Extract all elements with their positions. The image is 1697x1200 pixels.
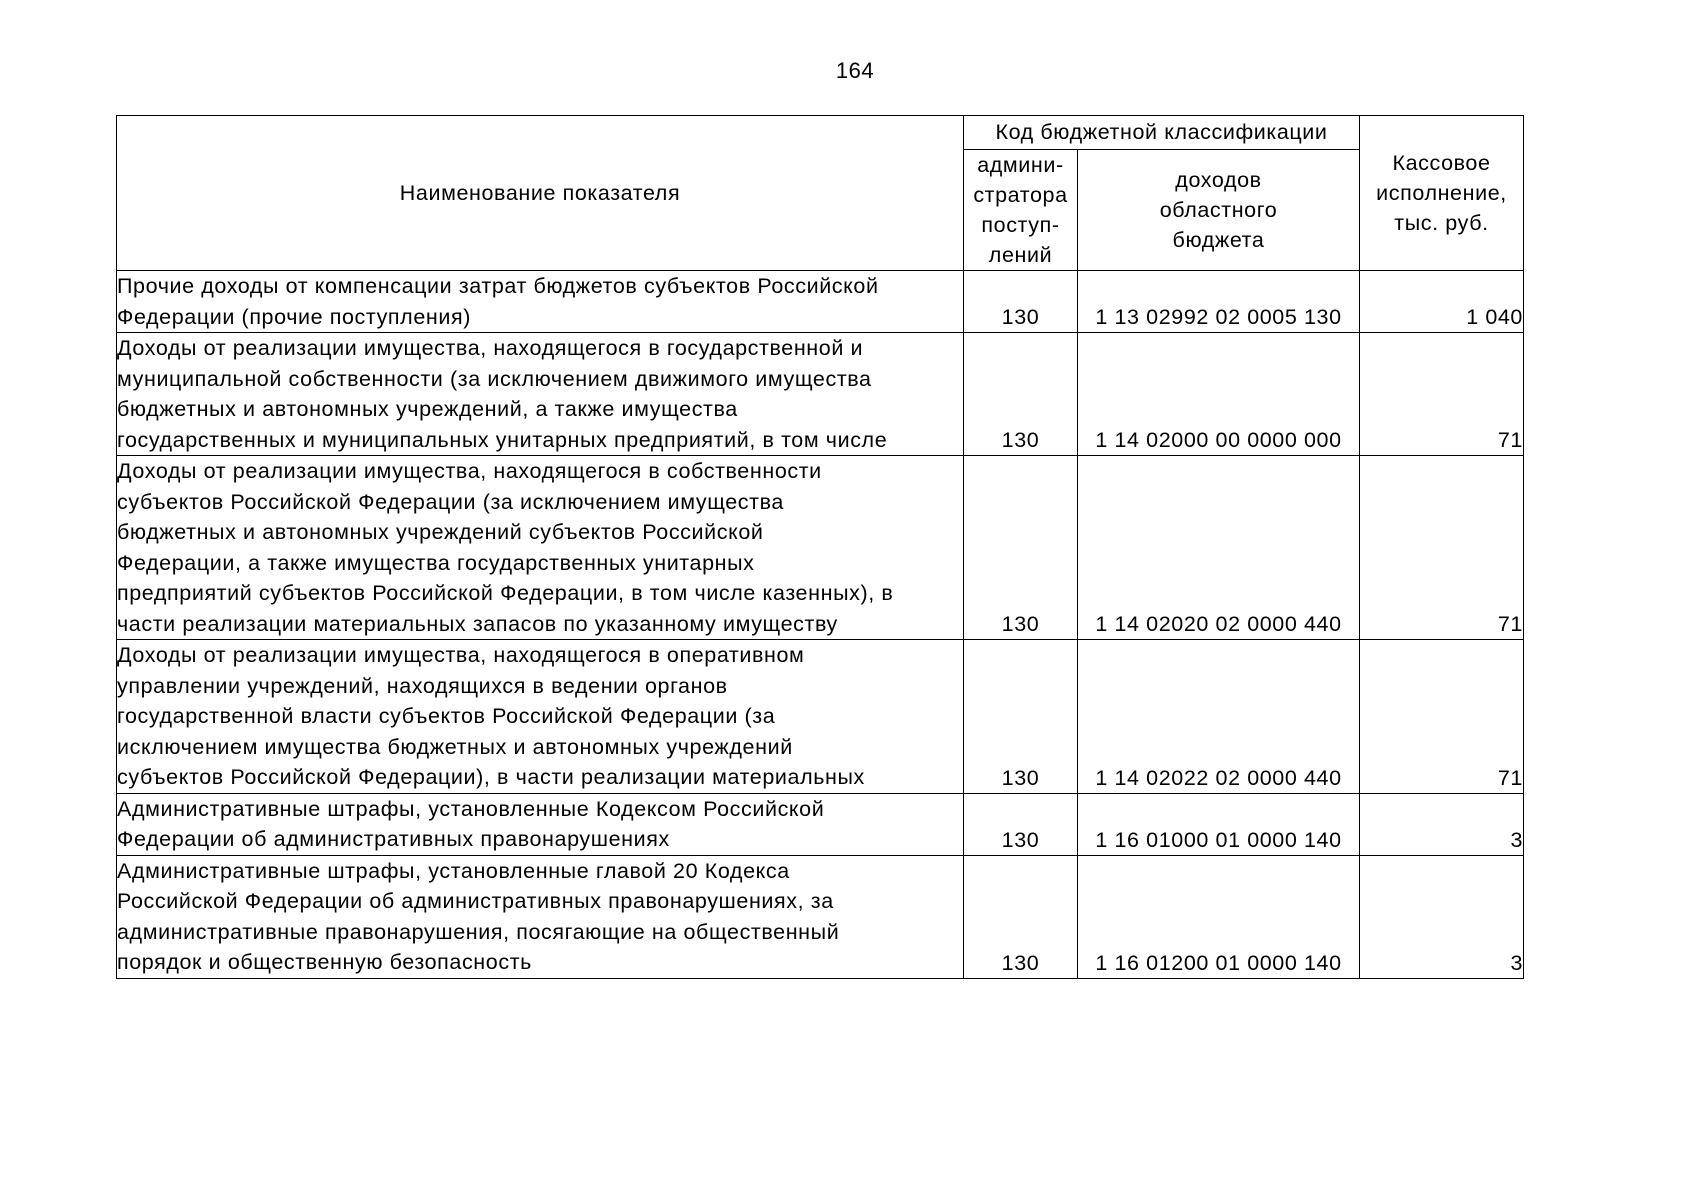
header-name: Наименование показателя (117, 116, 964, 271)
row-name: Доходы от реализации имущества, находящегося в собственности субъектов Российской Федерации (за исключением имущества бюджетных и автономных учреждений субъектов Российской Федерации, а также имущества государственных унитарных предприятий субъектов Российской Федерации, в том числе казенных), в части реализации материальных запасов по указанному имуществу (117, 456, 964, 640)
header-administrator: админи- стратора поступ- лений (964, 150, 1078, 271)
row-amount: 3 (1360, 793, 1524, 855)
row-administrator: 130 (964, 333, 1078, 456)
row-amount: 71 (1360, 333, 1524, 456)
row-administrator: 130 (964, 271, 1078, 333)
row-code: 1 14 02000 00 0000 000 (1078, 333, 1360, 456)
row-name: Прочие доходы от компенсации затрат бюджетов субъектов Российской Федерации (прочие поступления) (117, 271, 964, 333)
header-revenue-code: доходов областного бюджета (1078, 150, 1360, 271)
row-name: Административные штрафы, установленные Кодексом Российской Федерации об административных правонарушениях (117, 793, 964, 855)
page-number: 164 (835, 58, 875, 83)
row-name: Доходы от реализации имущества, находящегося в оперативном управлении учреждений, находящихся в ведении органов государственной власти субъектов Российской Федерации (за исключением имущества бюджетных и автономных учреждений субъектов Российской Федерации), в части реализации материальных (117, 640, 964, 794)
row-code: 1 13 02992 02 0005 130 (1078, 271, 1360, 333)
row-code: 1 16 01200 01 0000 140 (1078, 855, 1360, 978)
table-row (117, 855, 1524, 978)
row-administrator: 130 (964, 640, 1078, 794)
table-row (117, 456, 1524, 640)
row-code: 1 16 01000 01 0000 140 (1078, 793, 1360, 855)
header-code-group: Код бюджетной классификации (964, 116, 1360, 150)
header-execution: Кассовое исполнение, тыс. руб. (1360, 116, 1524, 271)
row-administrator: 130 (964, 793, 1078, 855)
row-name: Административные штрафы, установленные главой 20 Кодекса Российской Федерации об административных правонарушениях, за административные правонарушения, посягающие на общественный порядок и общественную безопасность (117, 855, 964, 978)
table-row (117, 333, 1524, 456)
row-amount: 1 040 (1360, 271, 1524, 333)
row-amount: 71 (1360, 456, 1524, 640)
table-row (117, 271, 1524, 333)
row-amount: 3 (1360, 855, 1524, 978)
row-code: 1 14 02020 02 0000 440 (1078, 456, 1360, 640)
table-body (117, 271, 1524, 979)
row-amount: 71 (1360, 640, 1524, 794)
row-code: 1 14 02022 02 0000 440 (1078, 640, 1360, 794)
row-administrator: 130 (964, 456, 1078, 640)
row-name: Доходы от реализации имущества, находящегося в государственной и муниципальной собственности (за исключением движимого имущества бюджетных и автономных учреждений, а также имущества государственных и муниципальных унитарных предприятий, в том числе (117, 333, 964, 456)
table-row (117, 640, 1524, 794)
table-header (117, 116, 1524, 271)
row-administrator: 130 (964, 855, 1078, 978)
budget-table (116, 115, 1524, 979)
table-row (117, 793, 1524, 855)
